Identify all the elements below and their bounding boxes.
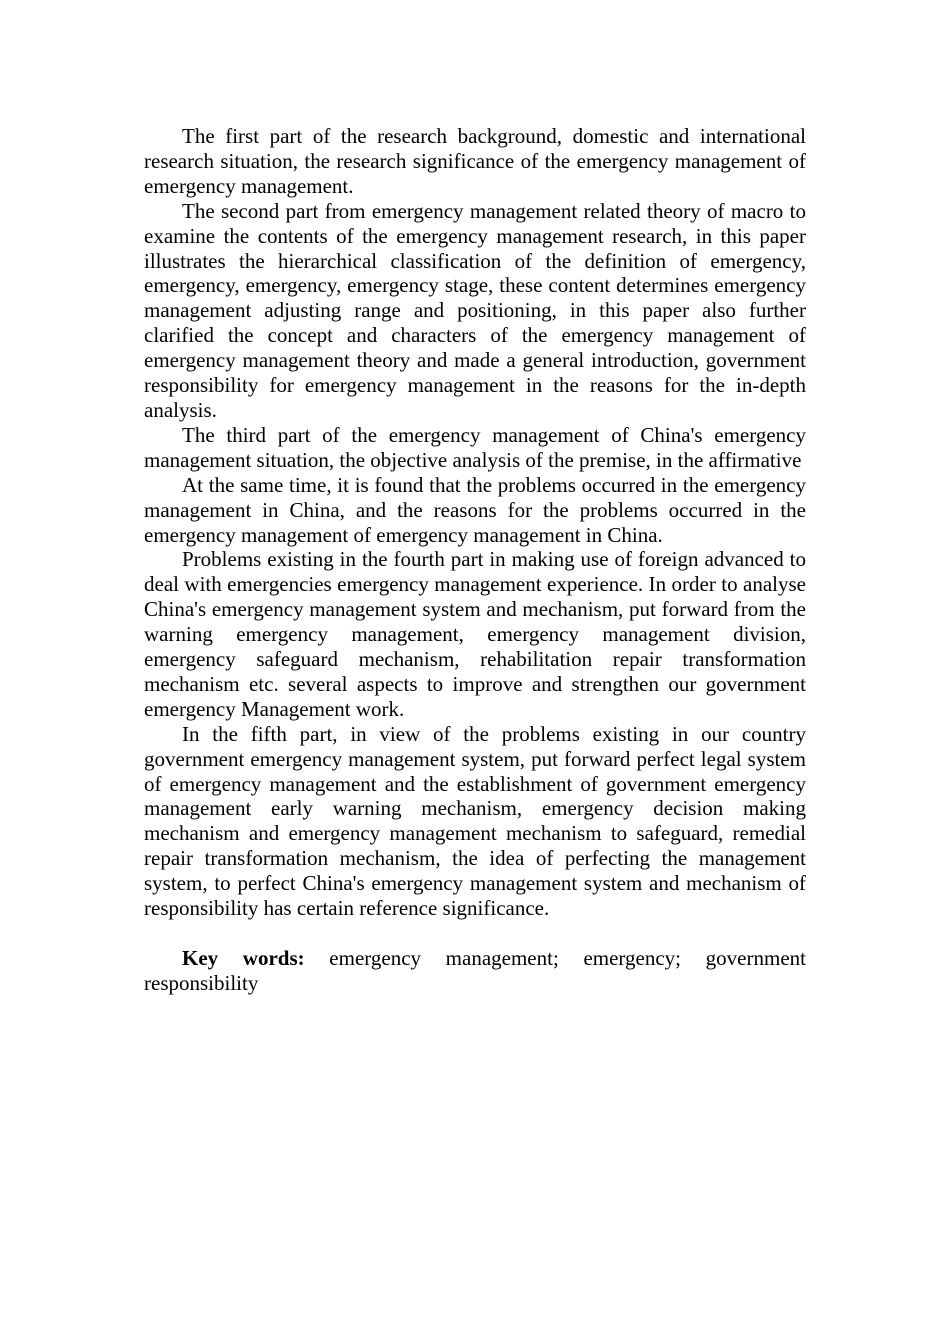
paragraph-part-four: Problems existing in the fourth part in making use of foreign advanced to deal with emergencies emergency management experience. In order to analyse China's emergency management system and mechanism, put forward from the warning emergency management, emergency management division, emergency safeguard mechanism, rehabilitation repair transformation mechanism etc. several aspects to improve and strengthen our government emergency Management work.	[144, 547, 806, 721]
abstract-page	[144, 124, 806, 996]
keywords-line	[144, 946, 806, 996]
paragraph-part-three: The third part of the emergency management of China's emergency management situation, the objective analysis of the premise, in the affirmative	[144, 422, 806, 472]
keywords-text: emergency management; emergency; government responsibility	[144, 945, 806, 995]
paragraph-part-five: In the fifth part, in view of the problems existing in our country government emergency management system, put forward perfect legal system of emergency management and the establishment of government emergency management early warning mechanism, emergency decision making mechanism and emergency management mechanism to safeguard, remedial repair transformation mechanism, the idea of perfecting the management system, to perfect China's emergency management system and mechanism of responsibility has certain reference significance.	[144, 721, 806, 921]
keywords-label: Key words:	[182, 945, 305, 970]
paragraph-spacer	[144, 921, 806, 946]
paragraph-part-two: The second part from emergency management related theory of macro to examine the contents of the emergency management research, in this paper illustrates the hierarchical classification of the definition of emergency, emergency, emergency, emergency stage, these content determines emergency management adjusting range and positioning, in this paper also further clarified the concept and characters of the emergency management of emergency management theory and made a general introduction, government responsibility for emergency management in the reasons for the in-depth analysis.	[144, 198, 806, 422]
paragraph-part-one: The first part of the research background, domestic and international research situation, the research significance of the emergency management of emergency management.	[144, 124, 806, 198]
paragraph-part-three-continued: At the same time, it is found that the problems occurred in the emergency management in China, and the reasons for the problems occurred in the emergency management of emergency management in China.	[144, 472, 806, 547]
